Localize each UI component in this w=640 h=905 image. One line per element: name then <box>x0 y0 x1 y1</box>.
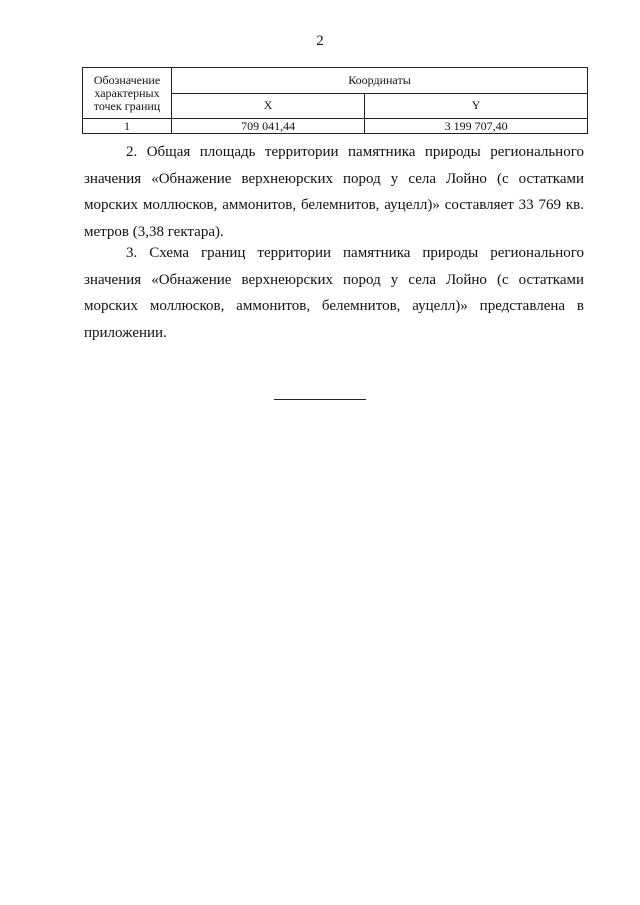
coordinates-table <box>82 67 588 134</box>
closing-rule <box>274 399 366 400</box>
paragraph-scheme: 3. Схема границ территории памятника природы регионального значения «Обнажение верхнеюрских пород у села Лойно (с остатками морских моллюсков, аммонитов, белемнитов, ауцелл)» представлена в приложении. <box>84 245 584 341</box>
y-cell: 3 199 707,40 <box>365 119 588 134</box>
paragraph-area: 2. Общая площадь территории памятника природы регионального значения «Обнажение верхнеюрских пород у села Лойно (с остатками морских моллюсков, аммонитов, белемнитов, ауцелл)» составляет 33 769 кв. метров (3,38 гектара). <box>84 144 584 240</box>
point-cell: 1 <box>83 119 172 134</box>
coordinates-header: Координаты <box>172 68 588 94</box>
table-row <box>83 119 588 134</box>
y-header: Y <box>365 93 588 119</box>
point-label-header: Обозначение характерных точек границ <box>83 68 172 119</box>
x-header: X <box>172 93 365 119</box>
page-number: 2 <box>316 33 324 49</box>
table-header-row <box>83 68 588 94</box>
x-cell: 709 041,44 <box>172 119 365 134</box>
